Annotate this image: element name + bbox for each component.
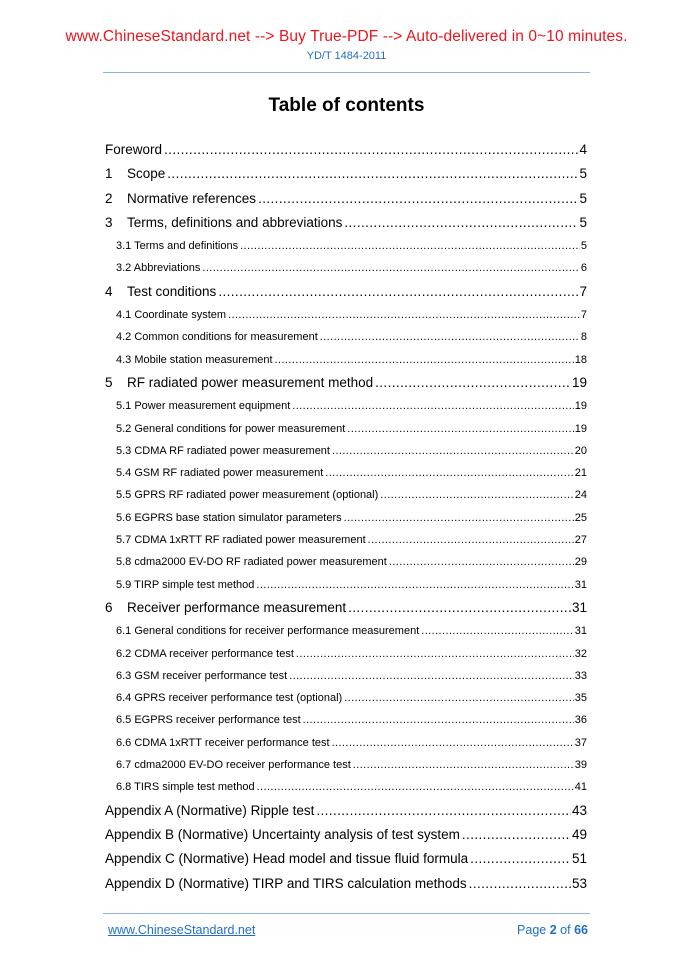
toc-dot-leader [320,326,580,348]
toc-dot-leader [164,138,578,162]
document-id: YD/T 1484-2011 [306,50,387,62]
footer-website-link[interactable]: www.ChineseStandard.net [108,923,256,937]
toc-entry[interactable] [105,349,587,371]
toc-dot-leader [470,847,571,871]
toc-entry-page: 39 [574,759,587,772]
toc-entry-number: 6 [105,599,113,615]
toc-entry-page: 31 [574,578,587,591]
toc-entry-page: 21 [574,467,587,480]
toc-entry[interactable] [105,395,587,417]
toc-entry[interactable] [105,687,587,709]
toc-entry-title: Terms, definitions and abbreviations [127,214,343,230]
toc-entry[interactable] [105,799,587,823]
toc-entry-page: 18 [574,353,587,366]
toc-entry-title: 5.4 GSM RF radiated power measurement [116,467,324,480]
toc-entry[interactable] [105,620,587,642]
toc-entry-page: 31 [574,625,587,638]
toc-entry-page: 29 [574,556,587,569]
toc-entry-title: 5.9 TIRP simple test method [116,578,255,591]
toc-entry-title: 6.4 GPRS receiver performance test (optional) [116,692,343,705]
toc-entry-page: 19 [571,374,587,390]
toc-dot-leader [375,371,571,395]
toc-entry-page: 31 [571,599,587,615]
page-total: 66 [574,923,588,937]
toc-entry-page: 37 [574,736,587,749]
toc-entry-page: 24 [574,489,587,502]
toc-entry-title: Receiver performance measurement [127,599,347,615]
toc-dot-leader [348,596,571,620]
toc-entry-title: 6.1 General conditions for receiver performance measurement [116,625,420,638]
toc-dot-leader [368,529,574,551]
toc-entry-number: 5 [105,374,113,390]
toc-entry-title: Foreword [105,142,163,157]
toc-entry-title: 5.7 CDMA 1xRTT RF radiated power measurement [116,534,366,547]
toc-entry-page: 5 [579,190,587,206]
page-current: 2 [549,923,557,937]
page-indicator [517,923,588,937]
toc-dot-leader [344,687,574,709]
toc-dot-leader [316,799,571,823]
toc-entry-page: 8 [580,331,587,344]
toc-entry[interactable] [105,138,587,162]
toc-entry[interactable] [105,596,587,620]
toc-entry[interactable] [105,823,587,847]
toc-entry-title: 3.1 Terms and definitions [116,240,239,253]
toc-dot-leader [240,235,580,257]
toc-dot-leader [332,440,574,462]
toc-entry-title: RF radiated power measurement method [127,374,374,390]
toc-entry-title: 6.6 CDMA 1xRTT receiver performance test [116,736,330,749]
toc-entry-page: 33 [574,669,587,682]
toc-dot-leader [296,643,574,665]
toc-entry-title: Appendix B (Normative) Uncertainty analysis of test system [105,826,460,842]
toc-entry-page: 5 [579,214,587,230]
toc-entry[interactable] [105,162,587,186]
toc-dot-leader [228,304,580,326]
toc-entry[interactable] [105,280,587,304]
toc-dot-leader [353,754,574,776]
toc-entry-page: 36 [574,714,587,727]
toc-dot-leader [380,484,573,506]
toc-entry-page: 43 [571,802,587,818]
toc-entry-title: 6.7 cdma2000 EV-DO receiver performance test [116,759,351,772]
toc-entry-title: 6.3 GSM receiver performance test [116,669,288,682]
toc-entry-title: Test conditions [127,283,217,299]
toc-entry-page: 25 [574,511,587,524]
toc-entry-number: 1 [105,166,113,182]
toc-entry-title: 6.2 CDMA receiver performance test [116,647,294,660]
toc-entry-page: 27 [574,534,587,547]
table-of-contents [105,138,587,896]
toc-entry-title: Appendix D (Normative) TIRP and TIRS calculation methods [105,875,467,891]
toc-entry[interactable] [105,257,587,279]
toc-entry[interactable] [105,551,587,573]
toc-entry[interactable] [105,872,587,896]
toc-dot-leader [344,507,574,529]
toc-entry[interactable] [105,484,587,506]
toc-dot-leader [325,462,573,484]
toc-entry[interactable] [105,507,587,529]
toc-entry-page: 4 [579,142,587,157]
toc-entry-number: 4 [105,283,113,299]
page-label: Page [517,923,547,937]
toc-dot-leader [218,280,578,304]
toc-entry-title: 4.3 Mobile station measurement [116,353,273,366]
toc-entry-title: 5.1 Power measurement equipment [116,400,291,413]
toc-entry[interactable] [105,235,587,257]
toc-dot-leader [389,551,574,573]
toc-entry-page: 49 [571,826,587,842]
toc-entry[interactable] [105,643,587,665]
toc-dot-leader [275,349,574,371]
toc-entry[interactable] [105,326,587,348]
footer-divider [103,913,590,914]
toc-entry[interactable] [105,665,587,687]
header-divider [103,72,590,73]
toc-entry[interactable] [105,440,587,462]
toc-dot-leader [202,257,579,279]
toc-entry-page: 51 [571,851,587,867]
page-title: Table of contents [268,95,425,116]
toc-entry-page: 19 [574,422,587,435]
toc-entry-title: Appendix C (Normative) Head model and tissue fluid formula [105,851,469,867]
toc-entry-page: 20 [574,444,587,457]
toc-entry-title: 5.2 General conditions for power measurement [116,422,346,435]
toc-dot-leader [167,162,578,186]
toc-entry-title: 3.2 Abbreviations [116,262,201,275]
toc-entry-title: 5.5 GPRS RF radiated power measurement (optional) [116,489,379,502]
toc-entry-page: 5 [579,166,587,182]
toc-entry[interactable] [105,304,587,326]
toc-entry-title: 4.1 Coordinate system [116,309,227,322]
toc-dot-leader [347,418,573,440]
toc-entry-title: 6.8 TIRS simple test method [116,781,255,794]
toc-entry[interactable] [105,462,587,484]
toc-dot-leader [332,732,574,754]
toc-entry[interactable] [105,709,587,731]
toc-entry[interactable] [105,847,587,871]
toc-dot-leader [421,620,573,642]
toc-entry-page: 41 [574,781,587,794]
toc-dot-leader [258,187,578,211]
toc-entry[interactable] [105,371,587,395]
toc-dot-leader [462,823,571,847]
toc-dot-leader [257,776,574,798]
toc-entry-number: 2 [105,190,113,206]
toc-entry-title: Normative references [127,190,257,206]
toc-entry[interactable] [105,574,587,596]
toc-entry-page: 53 [571,875,587,891]
toc-entry-title: 5.6 EGPRS base station simulator parameters [116,511,342,524]
toc-dot-leader [469,872,571,896]
toc-dot-leader [289,665,574,687]
toc-dot-leader [292,395,573,417]
toc-entry[interactable] [105,732,587,754]
toc-entry-title: 4.2 Common conditions for measurement [116,331,318,344]
toc-entry[interactable] [105,776,587,798]
toc-entry[interactable] [105,418,587,440]
toc-entry-title: Scope [127,166,166,182]
toc-entry[interactable] [105,211,587,235]
toc-entry-page: 7 [580,309,587,322]
toc-entry-title: 6.5 EGPRS receiver performance test [116,714,301,727]
toc-dot-leader [344,211,578,235]
toc-entry-title: 5.8 cdma2000 EV-DO RF radiated power measurement [116,556,387,569]
toc-entry-title: 5.3 CDMA RF radiated power measurement [116,444,330,457]
toc-entry-number: 3 [105,214,113,230]
toc-entry[interactable] [105,754,587,776]
toc-entry-page: 32 [574,647,587,660]
toc-dot-leader [303,709,574,731]
toc-entry-page: 19 [574,400,587,413]
toc-entry[interactable] [105,187,587,211]
toc-entry-page: 7 [579,283,587,299]
toc-entry-page: 5 [580,240,587,253]
toc-entry[interactable] [105,529,587,551]
page-of: of [560,923,571,937]
toc-dot-leader [256,574,573,596]
toc-entry-title: Appendix A (Normative) Ripple test [105,802,315,818]
promo-banner[interactable]: www.ChineseStandard.net --> Buy True-PDF --> Auto-delivered in 0~10 minutes. [65,28,628,45]
toc-entry-page: 6 [580,262,587,275]
toc-entry-page: 35 [574,692,587,705]
